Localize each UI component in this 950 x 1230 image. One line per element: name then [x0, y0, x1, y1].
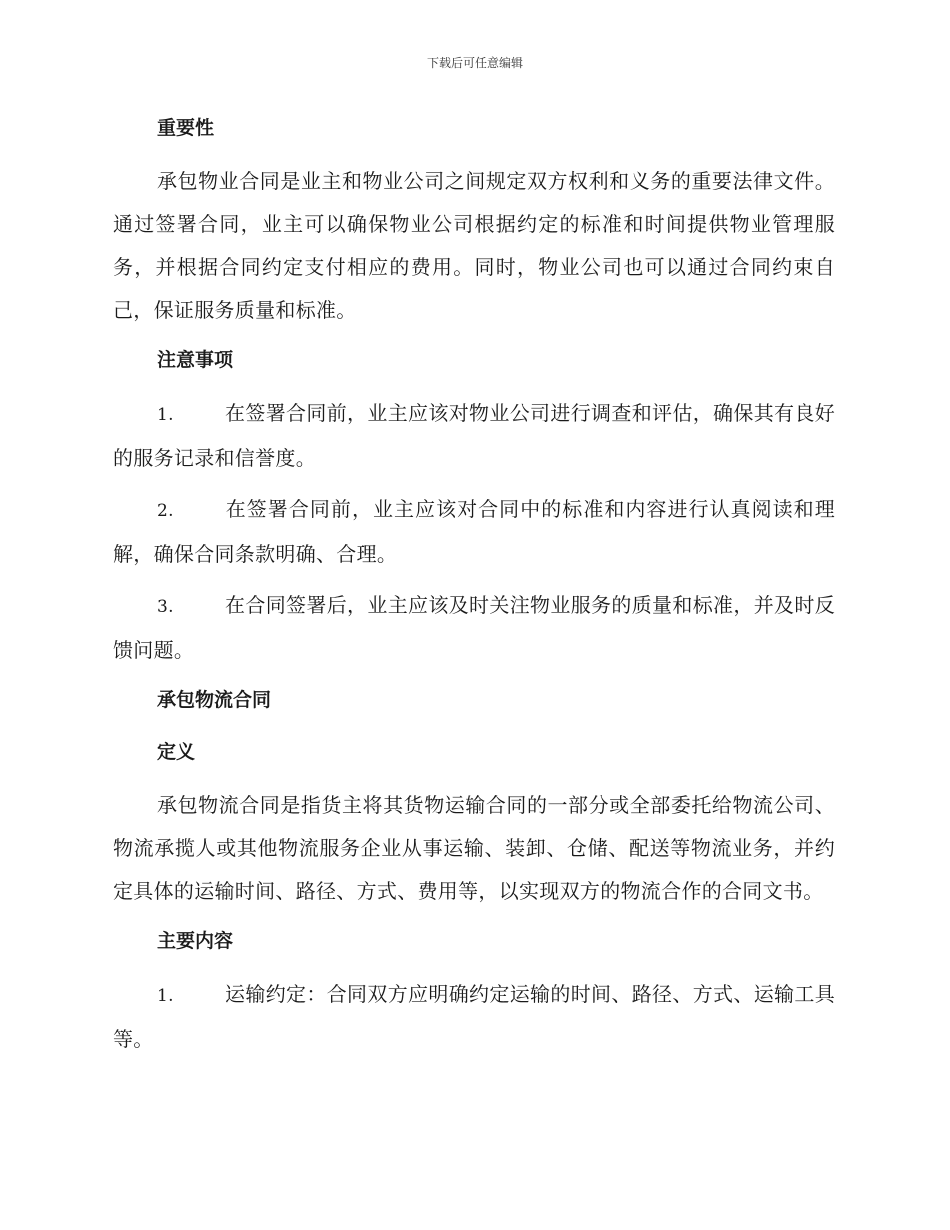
paragraph-importance: 承包物业合同是业主和物业公司之间规定双方权利和义务的重要法律文件。通过签署合同，业主可以确保物业公司根据约定的标准和时间提供物业管理服务，并根据合同约定支付相应的费用。同时，物业公司也可以通过合同约束自己，保证服务质量和标准。 — [113, 169, 835, 322]
paragraph-definition: 承包物流合同是指货主将其货物运输合同的一部分或全部委托给物流公司、物流承揽人或其他物流服务企业从事运输、装卸、仓储、配送等物流业务，并约定具体的运输时间、路径、方式、费用等，以实现双方的物流合作的合同文书。 — [113, 793, 835, 903]
list-item-number: 1. — [157, 405, 174, 425]
list-item-text: 在签署合同前，业主应该对物业公司进行调查和评估，确保其有良好的服务记录和信誉度。 — [113, 401, 835, 470]
section-heading-importance: 重要性 — [157, 117, 215, 139]
section-heading-main-content: 主要内容 — [157, 930, 234, 952]
list-item — [113, 488, 835, 576]
list-item-text: 运输约定：合同双方应明确约定运输的时间、路径、方式、运输工具等。 — [113, 982, 835, 1051]
list-item-text: 在合同签署后，业主应该及时关注物业服务的质量和标准，并及时反馈问题。 — [113, 593, 835, 662]
section-heading-definition: 定义 — [157, 741, 196, 763]
page-header: 下载后可任意编辑 — [426, 56, 523, 70]
list-item-number: 3. — [157, 597, 174, 617]
list-item — [113, 392, 835, 480]
list-item — [113, 973, 835, 1061]
list-item-number: 1. — [157, 986, 174, 1006]
section-heading-notes: 注意事项 — [157, 349, 234, 371]
list-item-number: 2. — [157, 501, 174, 521]
list-item — [113, 584, 835, 672]
section-title-logistics: 承包物流合同 — [157, 689, 272, 711]
document-body — [113, 108, 835, 1069]
list-item-text: 在签署合同前，业主应该对合同中的标准和内容进行认真阅读和理解，确保合同条款明确、合理。 — [113, 497, 835, 566]
